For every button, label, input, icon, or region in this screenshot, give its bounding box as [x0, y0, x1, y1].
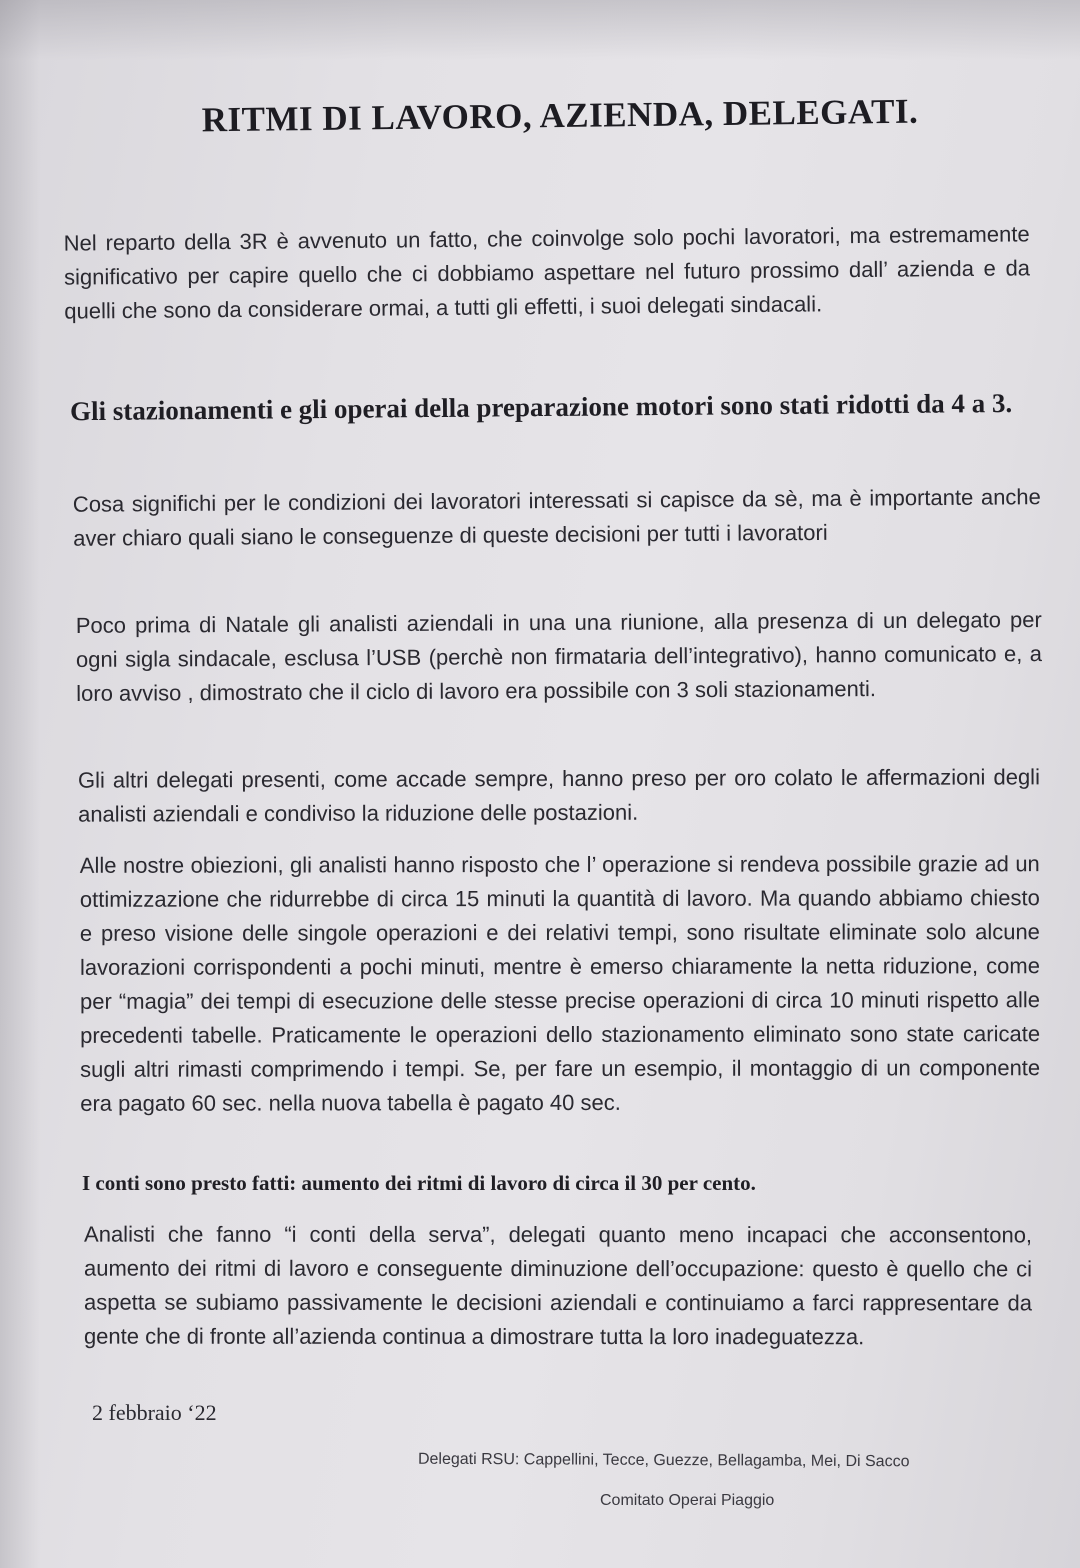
signature-committee: Comitato Operai Piaggio: [600, 1492, 775, 1509]
document-title: RITMI DI LAVORO, AZIENDA, DELEGATI.: [201, 91, 919, 140]
paragraph-closing: Analisti che fanno “i conti della serva”, delegati quanto meno incapaci che acconsentono, aumento dei ritmi di lavoro e conseguente diminuzione dell’occupazione: questo è quello che ci aspetta se subiamo passivamente le decisioni aziendali e continuiamo a farci rappresentare da gente che di fronte all’azienda continua a dimostrare tutta la loro inadeguatezza.: [83, 1221, 1033, 1350]
paper-shadow-top: [0, 0, 1080, 60]
paragraph-meeting: Poco prima di Natale gli analisti aziendali in una una riunione, alla presenza di un delegato per ogni sigla sindacale, esclusa l’USB (perchè non firmataria dell’integrativo), hanno comunicato e, a loro avviso , dimostrato che il ciclo di lavoro era possibile con 3 soli stazionamenti.: [75, 607, 1043, 706]
signature-delegates: Delegati RSU: Cappellini, Tecce, Guezze, Bellagamba, Mei, Di Sacco: [417, 1450, 910, 1471]
paragraph-objections: Alle nostre obiezioni, gli analisti hanno risposto che l’ operazione si rendeva possibile grazie ad un ottimizzazione che ridurrebbe di circa 15 minuti la quantità di lavoro. Ma quando abbiamo chiesto e preso visione delle singole operazioni e dei relativi tempi, sono risultate eliminate solo alcune lavorazioni corrispondenti a pochi minuti, mentre è emerso chiaramente la netta riduzione, come per “magia” dei tempi di esecuzione delle stesse precise operazioni di circa 10 minuti rispetto alle precedenti tabelle. Praticamente le operazioni dello stazionamento eliminato sono state caricate sugli altri rimasti comprimendo i tempi. Se, per fare un esempio, il montaggio di un componente era pagato 60 sec. nella nuova tabella è pagato 40 sec.: [79, 851, 1041, 1116]
paragraph-consequences: Cosa significhi per le condizioni dei lavoratori interessati si capisce da sè, ma è importante anche aver chiaro quali siano le conseguenze di queste decisioni per tutti i lavoratori: [72, 484, 1041, 551]
document-date: 2 febbraio ‘22: [92, 1400, 217, 1425]
intro-paragraph: Nel reparto della 3R è avvenuto un fatto, che coinvolge solo pochi lavoratori, ma estremamente significativo per capire quello che ci dobbiamo aspettare nel futuro prossimo dall’ azienda e da quelli che sono da considerare ormai, a tutti gli effetti, i suoi delegati sindacali.: [63, 221, 1031, 324]
headline: Gli stazionamenti e gli operai della preparazione motori sono stati ridotti da 4 a 3.: [69, 387, 1013, 427]
paper-shadow-left: [0, 0, 40, 1568]
conclusion-heading: I conti sono presto fatti: aumento dei ritmi di lavoro di circa il 30 per cento.: [82, 1171, 756, 1195]
paragraph-delegates: Gli altri delegati presenti, come accade sempre, hanno preso per oro colato le affermazioni degli analisti aziendali e condiviso la riduzione delle postazioni.: [77, 764, 1040, 827]
